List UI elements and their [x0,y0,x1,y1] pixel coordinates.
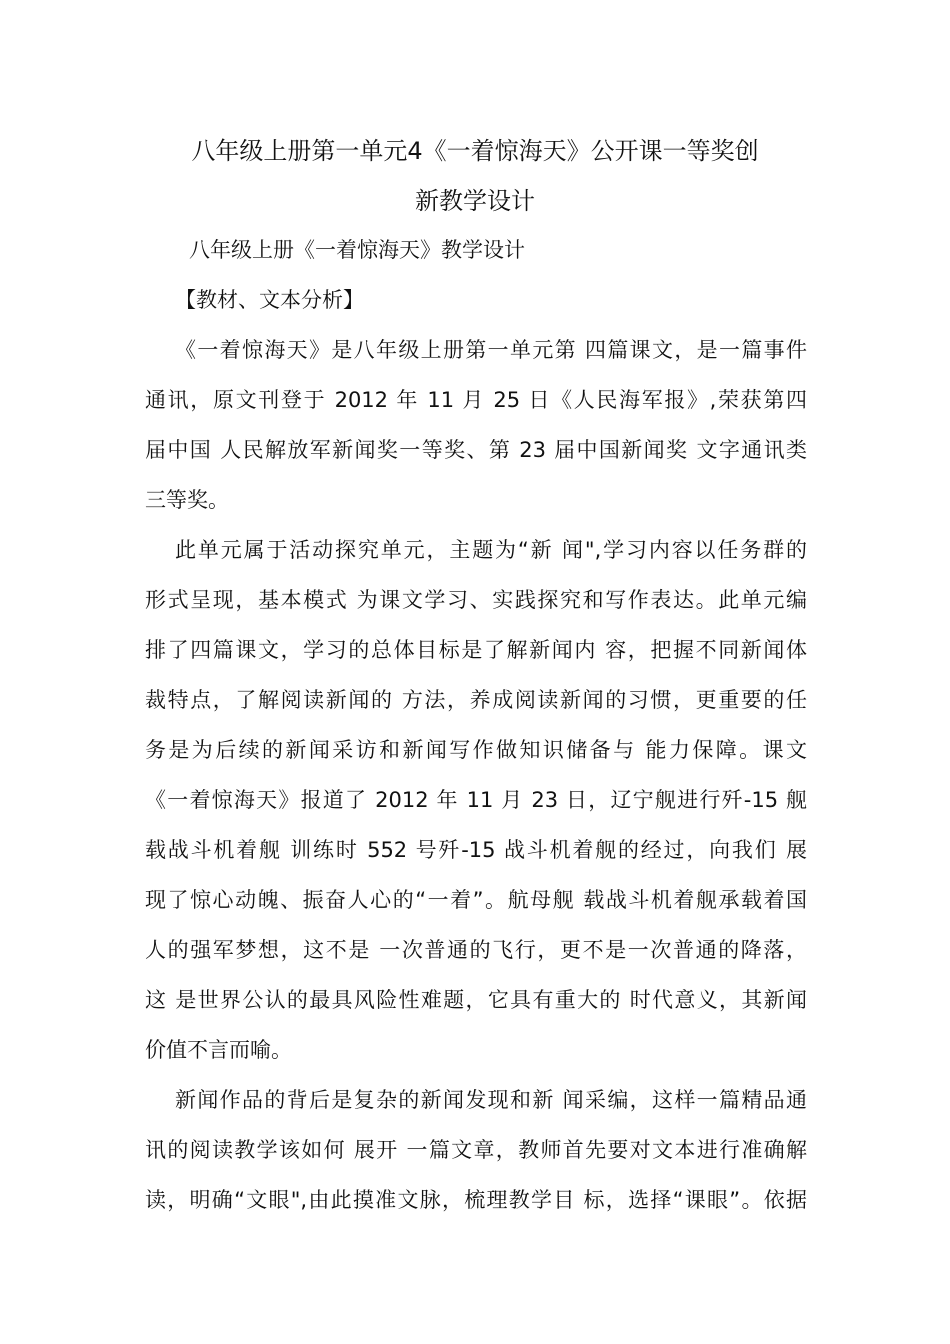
paragraph-line: 裁特点，了解阅读新闻的 方法，养成阅读新闻的习惯，更重要的任 [145,688,807,712]
paragraph-line: 新闻作品的背后是复杂的新闻发现和新 闻采编，这样一篇精品通 [175,1088,807,1112]
section-heading: 【教材、文本分析】 [175,288,364,312]
paragraph-line: 三等奖。 [145,488,229,512]
paragraph-line: 载战斗机着舰 训练时 552 号歼-15 战斗机着舰的经过，向我们 展 [145,838,807,862]
paragraph-line: 届中国 人民解放军新闻奖一等奖、第 23 届中国新闻奖 文字通讯类 [145,438,807,462]
document-title-line-1: 八年级上册第一单元4《一着惊海天》公开课一等奖创 [191,137,759,165]
paragraph-line: 务是为后续的新闻采访和新闻写作做知识储备与 能力保障。课文 [145,738,807,762]
paragraph-line: 形式呈现，基本模式 为课文学习、实践探究和写作表达。此单元编 [145,588,807,612]
paragraph-line: 通讯，原文刊登于 2012 年 11 月 25 日《人民海军报》,荣获第四 [145,388,807,412]
paragraph-line: 排了四篇课文，学习的总体目标是了解新闻内 容，把握不同新闻体 [145,638,807,662]
document-title-line-2: 新教学设计 [415,187,535,215]
paragraph-line: 读，明确“文眼",由此摸准文脉，梳理教学目 标，选择“课眼”。依据 [145,1188,807,1212]
document-subtitle: 八年级上册《一着惊海天》教学设计 [189,238,525,262]
paragraph-line: 《一着惊海天》是八年级上册第一单元第 四篇课文，是一篇事件 [175,338,807,362]
paragraph-line: 讯的阅读教学该如何 展开 一篇文章，教师首先要对文本进行准确解 [145,1138,807,1162]
paragraph-line: 《一着惊海天》报道了 2012 年 11 月 23 日，辽宁舰进行歼-15 舰 [145,788,807,812]
paragraph-line: 价值不言而喻。 [145,1038,292,1062]
paragraph-line: 这 是世界公认的最具风险性难题，它具有重大的 时代意义，其新闻 [145,988,807,1012]
paragraph-line: 现了惊心动魄、振奋人心的“一着”。航母舰 载战斗机着舰承载着国 [145,888,807,912]
paragraph-line: 人的强军梦想，这不是 一次普通的飞行，更不是一次普通的降落， [145,938,807,962]
paragraph-line: 此单元属于活动探究单元，主题为“新 闻",学习内容以任务群的 [175,538,807,562]
